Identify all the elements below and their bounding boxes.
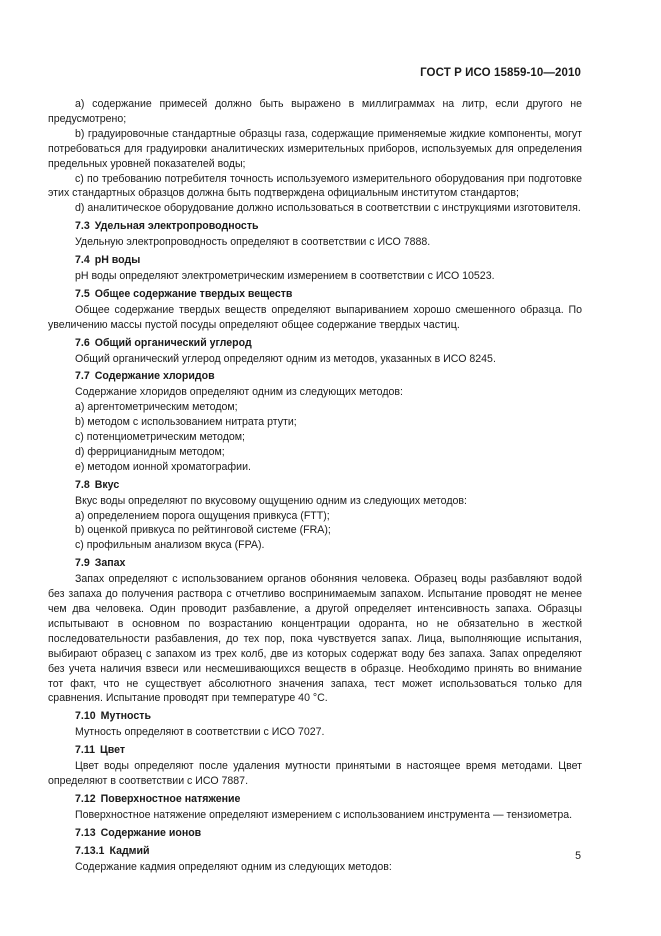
- section-title: Мутность: [100, 710, 151, 723]
- body-paragraph: Поверхностное натяжение определяют измерением с использованием инструмента — тензиометра.: [75, 808, 573, 821]
- section-number: 7.5: [75, 287, 90, 300]
- section-heading: [75, 287, 582, 302]
- section-number: 7.6: [75, 336, 90, 349]
- body-paragraph: Содержание хлоридов определяют одним из следующих методов:: [75, 386, 403, 399]
- section-number: 7.13.1: [75, 844, 105, 857]
- section-number: 7.7: [75, 370, 90, 383]
- section-heading: [75, 709, 582, 724]
- list-item: a) аргентометрическим методом;: [75, 401, 238, 414]
- intro-paragraph: c) по требованию потребителя точность используемого измерительного оборудования при подготовке этих стандартных образцов должна быть подтверждена официальным институтом стандартов;: [48, 172, 582, 200]
- list-item: d) феррицианидным методом;: [75, 445, 225, 458]
- intro-paragraph: a) содержание примесей должно быть выражено в миллиграммах на литр, если другого не предусмотрено;: [48, 98, 582, 125]
- section-title: Вкус: [94, 478, 120, 491]
- body-paragraph: pH воды определяют электрометрическим измерением в соответствии с ИСО 10523.: [75, 269, 495, 282]
- body-paragraph: Содержание кадмия определяют одним из следующих методов:: [75, 860, 392, 873]
- section-number: 7.3: [75, 220, 90, 233]
- section-number: 7.8: [75, 478, 90, 491]
- section-heading: [75, 369, 582, 384]
- body-paragraph: Вкус воды определяют по вкусовому ощущению одним из следующих методов:: [75, 494, 467, 507]
- section-heading: [75, 478, 582, 493]
- section-title: Общий органический углерод: [94, 336, 252, 349]
- section-heading: [75, 556, 582, 571]
- section-heading: [75, 253, 582, 268]
- body-paragraph: Мутность определяют в соответствии с ИСО 7027.: [75, 726, 325, 739]
- section-title: Поверхностное натяжение: [100, 792, 241, 805]
- section-number: 7.13: [75, 826, 96, 839]
- section-title: pH воды: [94, 254, 141, 267]
- section-number: 7.4: [75, 254, 90, 267]
- section-number: 7.9: [75, 557, 90, 570]
- list-item: a) определением порога ощущения привкуса (FTT);: [75, 509, 330, 522]
- intro-paragraph: b) градуировочные стандартные образцы газа, содержащие применяемые жидкие компоненты, могут потребоваться для градуировки аналитических измерительных приборов, используемых для определения предельных уровней показателей воды;: [48, 127, 582, 170]
- section-number: 7.11: [75, 744, 96, 757]
- section-heading: [75, 336, 582, 351]
- list-item: c) профильным анализом вкуса (FPA).: [75, 539, 265, 552]
- section-number: 7.10: [75, 710, 96, 723]
- list-item: b) методом с использованием нитрата ртути;: [75, 416, 297, 429]
- list-item: b) оценкой привкуса по рейтинговой системе (FRA);: [75, 524, 331, 537]
- section-heading: [75, 219, 582, 234]
- body-paragraph: Общее содержание твердых веществ определяют выпариванием хорошо смешенного образца. По увеличению массы пустой посуды определяют общее содержание твердых частиц.: [48, 303, 582, 331]
- page-number: 5: [575, 850, 581, 862]
- section-title: Кадмий: [109, 844, 150, 857]
- body-paragraph: Запах определяют с использованием органов обоняния человека. Образец воды разбавляют водой без запаха до получения раствора с отчетливо воспринимаемым запахом. Испытание проводят не менее чем два человека. Один проводит разбавление, а другой определяет интенсивность запаха. Образцы испытывают в основном по возрастанию концентрации одоранта, но не обязательно в жесткой последовательности разбавления, до тех пор, пока чувствуется запах. Лица, выполняющие испытания, выбирают образец с запахом из трех колб, две из которых содержат воду без запаха. Запах определяют без учета наличия взвеси или несмешивающихся веществ в образце. Необходимо принять во внимание тот факт, что не существует абсолютного значения запаха, тест может использоваться только для сравнения. Испытание проводят при температуре 40 °С.: [48, 573, 582, 705]
- section-heading: [75, 792, 582, 807]
- section-title: Запах: [94, 557, 126, 570]
- section-title: Содержание хлоридов: [94, 370, 215, 383]
- section-heading: [75, 743, 582, 758]
- list-item: c) потенциометрическим методом;: [75, 431, 246, 444]
- intro-paragraph: d) аналитическое оборудование должно использоваться в соответствии с инструкциями изготовителя.: [75, 202, 581, 215]
- section-title: Удельная электропроводность: [94, 220, 259, 233]
- body-paragraph: Удельную электропроводность определяют в соответствии с ИСО 7888.: [75, 236, 431, 249]
- section-heading: [75, 844, 582, 859]
- page-content: [48, 97, 582, 874]
- section-title: Цвет: [100, 744, 126, 757]
- body-paragraph: Общий органический углерод определяют одним из методов, указанных в ИСО 8245.: [75, 352, 496, 365]
- document-header: ГОСТ Р ИСО 15859-10—2010: [420, 67, 581, 79]
- list-item: e) методом ионной хроматографии.: [75, 460, 251, 473]
- section-heading: [75, 826, 582, 841]
- section-number: 7.12: [75, 792, 96, 805]
- section-title: Общее содержание твердых веществ: [94, 287, 293, 300]
- body-paragraph: Цвет воды определяют после удаления мутности принятыми в настоящее время методами. Цвет определяют в соответствии с ИСО 7887.: [48, 760, 582, 787]
- section-title: Содержание ионов: [100, 826, 202, 839]
